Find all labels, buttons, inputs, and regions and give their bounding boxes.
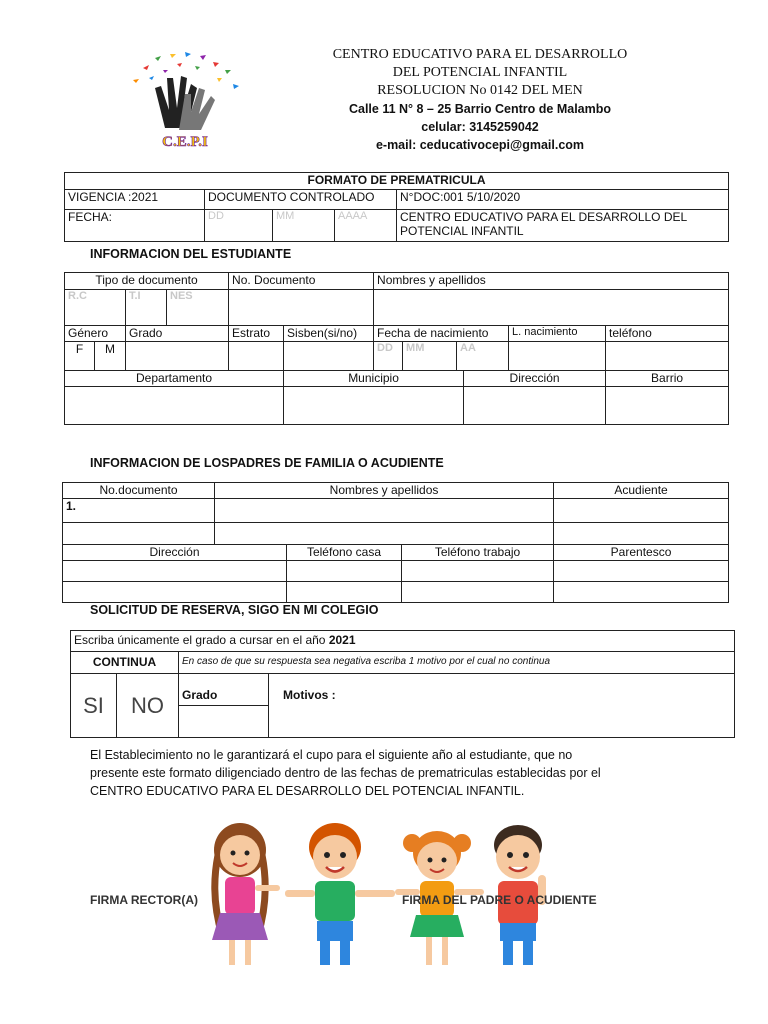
no-doc-field[interactable] — [229, 290, 374, 326]
school-header — [300, 46, 660, 154]
genero-header: Género — [65, 326, 126, 342]
fecha-nac-field[interactable] — [374, 342, 509, 371]
grado-field[interactable] — [179, 706, 269, 738]
no-doc-header: No. Documento — [229, 273, 374, 290]
l-nac-header: L. nacimiento — [509, 326, 606, 342]
nombres-header: Nombres y apellidos — [374, 273, 729, 290]
telefono-field[interactable] — [606, 342, 729, 371]
p-tel-trabajo-field-2[interactable] — [402, 582, 554, 603]
si-option[interactable]: SI — [71, 674, 117, 738]
documento-controlado-cell: DOCUMENTO CONTROLADO — [205, 190, 397, 210]
student-table — [64, 272, 729, 425]
tipo-doc-header: Tipo de documento — [65, 273, 229, 290]
p-direccion-header: Dirección — [63, 545, 287, 561]
municipio-header: Municipio — [284, 371, 464, 387]
no-option[interactable]: NO — [117, 674, 179, 738]
direccion-header: Dirección — [464, 371, 606, 387]
nac-mm: MM — [403, 342, 457, 370]
rector-signature-label: FIRMA RECTOR(A) — [90, 893, 198, 907]
p-direccion-field-1[interactable] — [63, 561, 287, 582]
p-tel-trabajo-header: Teléfono trabajo — [402, 545, 554, 561]
grado-header: Grado — [126, 326, 229, 342]
fecha-aaaa-field[interactable]: AAAA — [335, 210, 397, 242]
parents-section-title: INFORMACION DE LOSPADRES DE FAMILIA O ACUDIENTE — [90, 456, 444, 470]
reserve-section-title: SOLICITUD DE RESERVA, SIGO EN MI COLEGIO — [90, 603, 379, 617]
municipio-field[interactable] — [284, 387, 464, 425]
p-row2-nombres[interactable] — [215, 523, 554, 545]
fecha-nac-header: Fecha de nacimiento — [374, 326, 509, 342]
p-parentesco-header: Parentesco — [554, 545, 729, 561]
header-line2: DEL POTENCIAL INFANTIL — [392, 65, 568, 80]
header-address: Calle 11 N° 8 – 25 Barrio Centro de Malambo — [348, 102, 612, 116]
p-direccion-field-2[interactable] — [63, 582, 287, 603]
barrio-field[interactable] — [606, 387, 729, 425]
estrato-field[interactable] — [229, 342, 284, 371]
p-row2-acudiente[interactable] — [554, 523, 729, 545]
p-no-doc-header: No.documento — [63, 483, 215, 499]
disclaimer-line1: El Establecimiento no le garantizará el cupo para el siguiente año al estudiante, que no — [90, 748, 573, 762]
p-row2-doc[interactable] — [63, 523, 215, 545]
p-tel-casa-field-2[interactable] — [287, 582, 402, 603]
svg-text:C.E.P.I: C.E.P.I — [162, 134, 208, 150]
p-parentesco-field-1[interactable] — [554, 561, 729, 582]
l-nac-field[interactable] — [509, 342, 606, 371]
fecha-mm-field[interactable]: MM — [273, 210, 335, 242]
p-row1-nombres[interactable] — [215, 499, 554, 523]
continua-label: CONTINUA — [71, 652, 179, 674]
nombres-field[interactable] — [374, 290, 729, 326]
motivos-field[interactable]: Motivos : — [269, 674, 735, 738]
barrio-header: Barrio — [606, 371, 729, 387]
sisben-header: Sisben(si/no) — [284, 326, 374, 342]
reserve-table — [70, 630, 735, 738]
disclaimer-line2: presente este formato diligenciado dentro de las fechas de prematriculas establecidas por el — [90, 766, 601, 780]
header-line3: RESOLUCION No 0142 DEL MEN — [377, 83, 583, 98]
estrato-header: Estrato — [229, 326, 284, 342]
direccion-field[interactable] — [464, 387, 606, 425]
hands-tree-icon — [125, 48, 245, 153]
rc-field[interactable]: R.C — [65, 290, 126, 326]
departamento-field[interactable] — [65, 387, 284, 425]
format-title: FORMATO DE PREMATRICULA — [65, 173, 729, 190]
header-line1: CENTRO EDUCATIVO PARA EL DESARROLLO — [332, 47, 628, 62]
gender-f-option[interactable]: F — [65, 342, 95, 371]
telefono-header: teléfono — [606, 326, 729, 342]
nac-aa: AA — [460, 342, 476, 354]
gender-m-option[interactable]: M — [95, 342, 126, 371]
parent-signature-label: FIRMA DEL PADRE O ACUDIENTE — [402, 893, 597, 907]
p-tel-casa-header: Teléfono casa — [287, 545, 402, 561]
p-row1-doc[interactable]: 1. — [63, 499, 215, 523]
p-tel-casa-field-1[interactable] — [287, 561, 402, 582]
cepi-logo — [125, 48, 245, 153]
student-section-title: INFORMACION DEL ESTUDIANTE — [90, 247, 292, 261]
format-table — [64, 172, 729, 242]
p-acudiente-header: Acudiente — [554, 483, 729, 499]
reserve-year: 2021 — [328, 633, 356, 647]
centro-cell: CENTRO EDUCATIVO PARA EL DESARROLLO DEL POTENCIAL INFANTIL — [397, 210, 729, 242]
fecha-dd-field[interactable]: DD — [205, 210, 273, 242]
departamento-header: Departamento — [65, 371, 284, 387]
disclaimer-line3: CENTRO EDUCATIVO PARA EL DESARROLLO DEL POTENCIAL INFANTIL. — [90, 784, 525, 798]
p-nombres-header: Nombres y apellidos — [215, 483, 554, 499]
header-phone: celular: 3145259042 — [421, 120, 539, 134]
ndoc-cell: N°DOC:001 5/10/2020 — [397, 190, 729, 210]
header-email: e-mail: ceducativocepi@gmail.com — [375, 138, 585, 152]
nes-field[interactable]: NES — [167, 290, 229, 326]
vigencia-cell: VIGENCIA :2021 — [65, 190, 205, 210]
disclaimer-paragraph — [90, 746, 690, 800]
ti-field[interactable]: T.I — [126, 290, 167, 326]
continua-note: En caso de que su respuesta sea negativa escriba 1 motivo por el cual no continua — [179, 652, 735, 674]
sisben-field[interactable] — [284, 342, 374, 371]
reserve-instr — [71, 631, 735, 652]
p-row1-acudiente[interactable] — [554, 499, 729, 523]
grado-field[interactable] — [126, 342, 229, 371]
nac-dd: DD — [374, 342, 403, 370]
fecha-label: FECHA: — [65, 210, 205, 242]
p-tel-trabajo-field-1[interactable] — [402, 561, 554, 582]
parents-table — [62, 482, 729, 603]
reserve-instr-text: Escriba únicamente el grado a cursar en el año — [74, 633, 329, 647]
p-parentesco-field-2[interactable] — [554, 582, 729, 603]
grado-label: Grado — [179, 674, 269, 706]
